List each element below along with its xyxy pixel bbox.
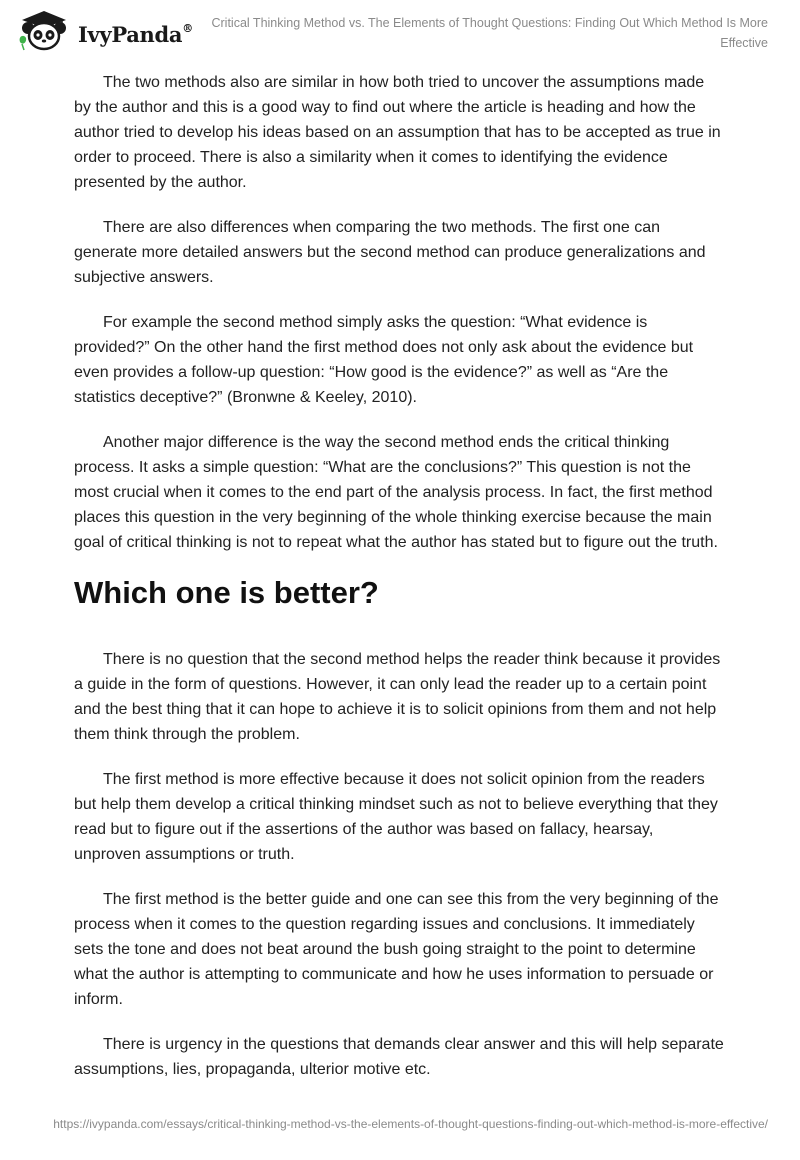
source-url[interactable]: https://ivypanda.com/essays/critical-thinking-method-vs-the-elements-of-thought-questions-finding-out-which-method-is-more-effective/ [53, 1117, 768, 1131]
paragraph: The first method is more effective because it does not solicit opinion from the readers but help them develop a critical thinking mindset such as not to believe everything that they read but to figure out if the assertions of the author was based on fallacy, hearsay, unproven assumptions or truth. [74, 771, 718, 863]
paragraph: There is no question that the second method helps the reader think because it provides a guide in the form of questions. However, it can only lead the reader up to a certain point and the best thing that it can hope to achieve it is to solicit opinions from them and not help them think through the problem. [74, 651, 721, 743]
panda-graduate-icon [14, 8, 74, 52]
paragraph: The first method is the better guide and one can see this from the very beginning of the process when it comes to the question regarding issues and conclusions. It immediately sets the tone and does not beat around the bush going straight to the point to determine what the author is attempting to communicate and how he uses information to persuade or inform. [74, 891, 719, 1008]
paragraph: For example the second method simply asks the question: “What evidence is provided?” On the other hand the first method does not only ask about the evidence but even provides a follow-up question: “How good is the evidence?” as well as “Are the statistics deceptive?” (Bronwne & Keeley, 2010). [74, 314, 694, 406]
paragraph: Another major difference is the way the second method ends the critical thinking process. It asks a simple question: “What are the conclusions?” This question is not the most crucial when it comes to the end part of the analysis process. In fact, the first method places this question in the very beginning of the whole thinking exercise because the main goal of critical thinking is not to repeat what the author has stated but to figure out the truth. [74, 434, 718, 551]
page-header [0, 0, 800, 60]
paragraph: The two methods also are similar in how both tried to uncover the assumptions made by the author and this is a good way to find out where the article is heading and how the author tried to develop his ideas based on an assumption that has to be accepted as true in order to proceed. There is also a similarity when it comes to identifying the evidence presented by the author. [74, 74, 721, 191]
essay-body [74, 70, 724, 1102]
paragraph: There are also differences when comparing the two methods. The first one can generate more detailed answers but the second method can produce generalizations and subjective answers. [74, 219, 706, 286]
section-heading: Which one is better? [74, 575, 379, 610]
document-title: Critical Thinking Method vs. The Elements of Thought Questions: Finding Out Which Method Is More Effective [211, 16, 768, 50]
logo-wordmark: IvyPanda® [78, 22, 193, 47]
paragraph: There is urgency in the questions that demands clear answer and this will help separate assumptions, lies, propaganda, ulterior motive etc. [74, 1036, 724, 1078]
ivypanda-logo[interactable] [14, 8, 194, 52]
